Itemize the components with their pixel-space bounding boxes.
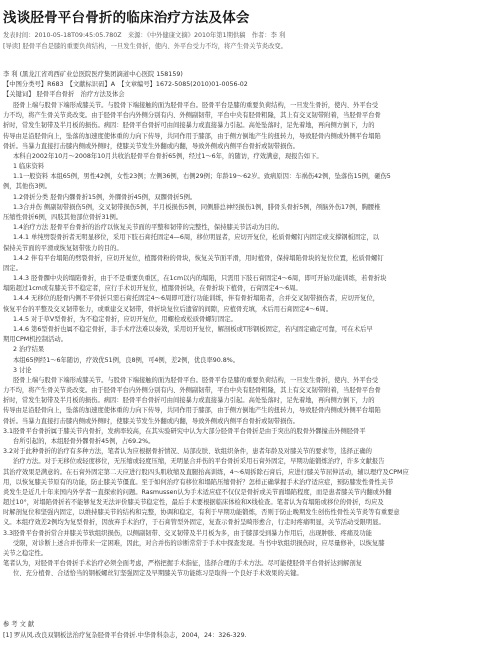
body-line: 义。本组疗效差2例均为复型骨折，因放弃手术治疗，于石膏管型外固定，复查示骨折呈畸形愈合，行走时疼痛明显，关节活动受限明显。 xyxy=(3,519,385,527)
body-line: 1.2骨折分类 胫骨内髁骨折15例，外髁骨折45例，双髁骨折5例。 xyxy=(13,193,197,201)
body-line: 位、充分植骨、合适恰当的钢板螺丝钉坚强固定及早期膝关节功能练习是取得一个良好手术效果的关键。 xyxy=(13,570,303,578)
body-line: 3 讨论 xyxy=(13,366,32,374)
body-line: 传导由足沿胫骨向上，坠落的加速度使体重的力向下传导，共同作用于膝部，由于侧方倒地产生的扭转力，导致胫骨内侧或外侧平台塌陷 xyxy=(3,132,381,140)
body-line: 折时，常发生韧带及半月板的损伤。病因：胫骨平台骨折可由间接暴力或直接暴力引起。高处坠落时，足先着地，再向侧方倒下，力的 xyxy=(3,397,375,405)
body-line: 1.4治疗方法 胫骨平台骨折的治疗以恢复关节面的平整和韧带的完整性，保持膝关节活动为目的。 xyxy=(13,224,284,232)
body-line: 塌陷超过1cm或有膝关节不稳定者，应行手术切开复位，植髂骨折块，在骨折块下植骨，石膏固定4～6周。 xyxy=(3,285,302,293)
body-line: 1.4.6 第6型骨折也属不稳定骨折，非手术疗法难以奏效，采用切开复位，解剖板或T形钢板固定，若内固定确定可靠，可在术后早 xyxy=(13,326,373,333)
body-line: 笔者认为，对胫骨平台骨折手术治疗必须全面考虑，严格把握手术指征，选择合理的手术方法。尽可能使胫骨平台骨折达到解剖复 xyxy=(3,560,362,568)
author-line: 李 利 (黑龙江省鸡西矿业总医院医疗集团滴道中心医院 158159) xyxy=(3,71,183,78)
body-line: 本科自2002年10月～2008年10月共收治胫骨平台骨折65例，经过1～6年，的随访，疗效满意，现报告如下。 xyxy=(13,152,323,160)
body-line: 3.3胫骨平台骨折常合并膝关节软组织损伤，以侧副韧带、交叉韧带及半月板为多，由于膝部受到暴力作用后，出现肿胀、疼痛及功能 xyxy=(3,529,372,537)
body-line: 1 临床资料 xyxy=(13,163,45,171)
body-line: 1.4.2 伴有平台塌陷的劈裂骨折，应切开复位，植髂骨粉的骨块，恢复关节面平滑，用时植骨，保持塌陷骨块的复位位置，松质骨螺钉 xyxy=(13,254,384,262)
body-line: 3.2对于此种骨折的治疗有多种方法，笔者认为应根据骨折情况、局部皮肤、软组织条件，患者年龄及对膝关节的要求等，选择正确的 xyxy=(3,448,372,456)
body-line: 时解剖复位和坚强内固定，以维持膝关节的结构和完整，协调和稳定，有利于早期功能锻炼，否则于防止晚期发生创伤性骨性关节炎等有重要意 xyxy=(3,509,400,517)
body-line: 压缩性骨折6例，四肢其他部位骨折31例。 xyxy=(3,214,123,221)
body-line: 保持关节面的平滑或恢复韧带张力的目的。 xyxy=(3,244,123,252)
body-line: 2 治疗结果 xyxy=(13,346,45,354)
body-line: 例，其他伤3例。 xyxy=(3,183,52,191)
classification-line: 【中图分类号】R683 【文献标识码】A 【文章编号】1672-5085(2010)01-0056-02 xyxy=(3,81,248,88)
body-line: 其治疗效果是满意的。在石膏外固定第二天应进行股四头肌收缩及直腿抬高训练，4～6周拆除石膏后，应进行膝关节屈伸活动，辅以理疗及CPM应 xyxy=(3,468,409,476)
body-line: 1.3合并伤 侧副韧带损伤5例，交叉韧带损伤5例，半月板损伤5例，同侧腓总神经损伤1例，腓骨头骨折5例，颅脑外伤17例，胸腰椎 xyxy=(13,203,381,211)
body-line: 台所引起的，本组胫骨外髁骨折45例，占69.2%。 xyxy=(13,437,155,445)
body-line: 骨折。当暴力直接打击膝内侧或外侧时，使膝关节发生外翻或内翻，导致外侧或内侧平台骨折或韧带损伤。 xyxy=(3,142,299,150)
article-title: 浅谈胫骨平台骨折的临床治疗方法及体会 xyxy=(3,10,250,26)
body-line: 胫骨上端与股骨下端形成膝关节。与股骨下端接触的面为胫骨平台。胫骨平台是膝的重要负荷结构，一旦发生骨折，使内、外平台受 xyxy=(13,102,379,109)
body-line: 恢复平台的平整及交叉韧带张力，或重建交叉韧带，骨折块复位后遗留的间隙，应植骨充填，术后用石膏固定4～6周。 xyxy=(3,305,333,313)
body-line: 1.4.5 对于草V型骨折，为不稳定骨折，应切开复位，用螺栓或松质骨螺钉固定。 xyxy=(13,315,237,323)
body-line: 3.1胫骨平台骨折属于膝关节内骨折，发病率较高，在其实验研究中认为大部分胫骨平台骨折是由于突出的股骨外髁撞击外侧胫骨平 xyxy=(3,427,366,435)
body-line: 力不均，将产生骨关节炎改变。由于胫骨平台内外侧分别有内、外侧副韧带，平台中央有胫骨粗隆，其上有交叉韧带附着，当胫骨平台骨 xyxy=(3,387,381,394)
body-line: 1.4.1 单纯劈裂骨折者无明显移位，采用下肢石膏托固定4—6周，移位明显者，应切开复位，松质骨螺钉内固定或支撑钢板固定，以 xyxy=(13,234,380,242)
body-line: 传导由足沿胫骨向上，坠落的加速度使体重的力向下传导，共同作用于膝部，由于侧方倒地产生的扭转力，导致胫骨内侧或外侧平台塌陷 xyxy=(3,407,381,415)
body-line: 用，以恢复膝关节原有的功能，防止膝关节僵直。至于如何治疗有移位和塌陷压缩骨折？怎样正确掌握手术治疗适应症，预防膝发性骨性关节 xyxy=(3,478,394,486)
article-abstract: [导读] 胫骨平台是膝的重要负荷结构，一旦发生骨折，使内、外平台受力不均，将产生骨关节炎改变。 xyxy=(3,43,287,50)
body-line: 本组65例经1～6年随访，疗效优51例，良8例，可4例，差2例，优良率90.8%。 xyxy=(13,356,240,364)
body-line: 固定。 xyxy=(3,264,22,272)
body-line: 胫骨上端与股骨下端形成膝关节。与股骨下端接触的面为胫骨平台。胫骨平台是膝的重要负荷结构，一旦发生骨折，使内、外平台受 xyxy=(13,376,379,384)
body-line: 期用CPM机控制活动。 xyxy=(3,336,68,344)
body-line: 受限，对诊断上述合并伤带来一定困难，因此，对合并伤的诊断常常于手术中探查发现。当书中软组织损伤时，应尽量修补，以恢复膝 xyxy=(13,539,385,547)
article-meta: 发表时间：2010-05-18T09:45:05.780Z 来源：《中外健康文摘》2010年第1期供稿 作者：李 利 xyxy=(3,32,286,39)
body-line: 力不均，将产生骨关节炎改变。由于胫骨平台内外侧分别有内、外侧副韧带，平台中央有胫骨粗隆，其上有交叉韧带附着，当胫骨平台骨 xyxy=(3,112,381,120)
body-line: 治疗方法。对于无移位或轻度移位，无压缩或轻度压缩，无明显合并伤的平台骨折采用石膏外固定，早期功能锻炼治疗，许多文献报告 xyxy=(13,458,385,466)
keywords-line: 【关键词】 胫骨平台骨折 治疗方法及体会 xyxy=(3,91,125,98)
body-line: 炎发生是近几十年来国内外学者一直探索的问题。Rasmussen认为手术适应症不仅仅是骨折或关节面塌陷程度，而是患者膝关节内翻或外翻 xyxy=(3,488,392,496)
body-line: 骨折。当暴力直接打击膝内侧或外侧时，使膝关节发生外翻或内翻，导致外侧或内侧平台骨折或韧带损伤。 xyxy=(3,417,299,425)
body-line: 超过10°，对塌陷骨折若不能够复发无法评价膝关节稳定性，最后手术要根据临床体检和X线检查。笔者认为有塌陷或移位的骨折，均应及 xyxy=(3,499,384,506)
body-line: 1.1一般资料 本组65例，男性42例，女性23例；左侧36例，右侧29例；年龄19～62岁。致病原因：车祸伤42例，坠落伤15例，砸伤5 xyxy=(13,173,391,181)
body-line: 折时，常发生韧带及半月板的损伤。病因：胫骨平台骨折可由间接暴力或直接暴力引起。高处坠落时，足先着地，再向侧方倒下，力的 xyxy=(3,122,375,130)
references-heading: 参 考 文 献 xyxy=(3,621,35,628)
body-line: 关节之稳定性。 xyxy=(3,549,48,557)
reference-item: [1] 罗从风.改良双钢板法治疗复杂胫骨平台骨折.中华骨科杂志，2004，24：326-329. xyxy=(3,632,247,639)
body-line: 1.4.3 胫骨髁中央的塌陷骨折，由于不是重要负重区，在1cm以内的塌陷，只需用下肢石膏固定4～6周，即可开始功能训练，若骨折块 xyxy=(13,275,387,283)
body-line: 1.4.4 无移位的胫骨内侧不平骨折只需石膏托固定4～6周即可进行功能训练，伴有骨折塌陷者，合并交叉韧带损伤者，应切开复位， xyxy=(13,295,380,303)
